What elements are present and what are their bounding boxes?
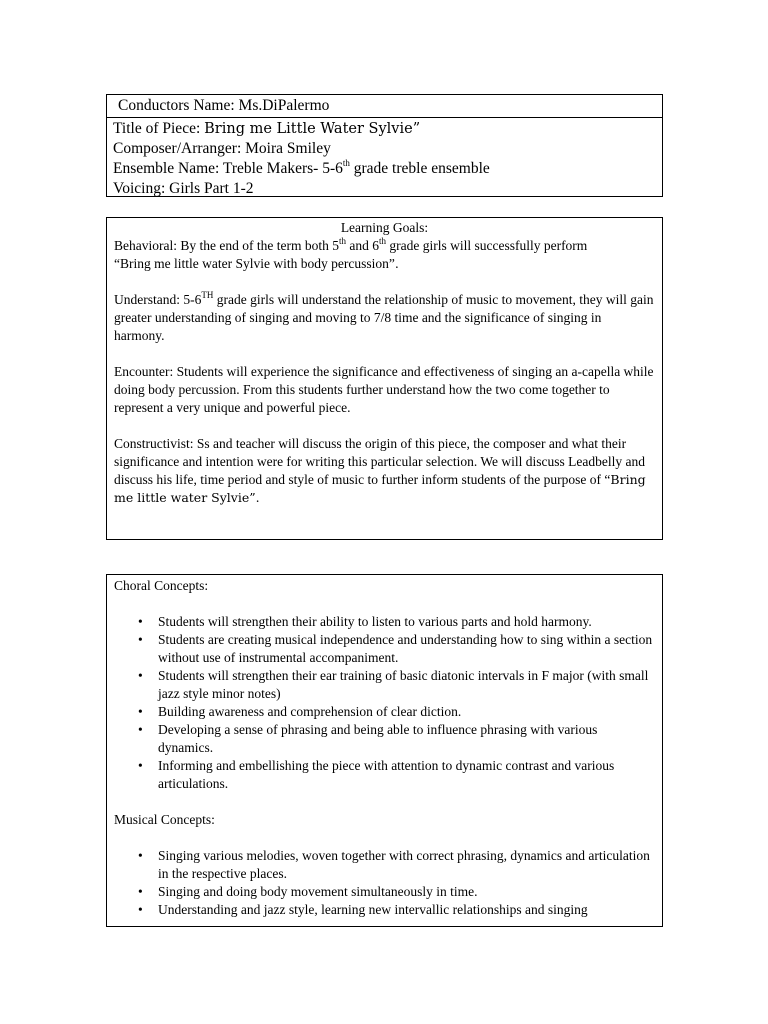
encounter-goal: Encounter: Students will experience the significance and effectiveness of singing an a-capella while doing body percussion. From this students further understand how the two come together to represent a very unique and powerful piece.: [114, 364, 654, 415]
behavioral-sup-2: th: [378, 235, 386, 246]
constructivist-text-2: Bring me little water Sylvie”: [114, 472, 646, 505]
behavioral-sup-1: th: [338, 235, 346, 246]
understand-text-1: Understand: 5-6: [114, 292, 202, 307]
list-item-text: Students are creating musical independence and understanding how to sing within a section without use of instrumental accompaniment.: [158, 632, 653, 665]
concepts-box: [106, 574, 663, 927]
constructivist-goal: [114, 435, 655, 507]
piece-title-label: Title of Piece:: [113, 120, 205, 137]
ensemble-line: [107, 159, 662, 179]
bullet-icon: •: [138, 758, 143, 773]
choral-concepts-label: Choral Concepts:: [114, 578, 209, 593]
understand-goal: [114, 291, 655, 345]
list-item-text: Building awareness and comprehension of clear diction.: [158, 704, 462, 719]
behavioral-text-3: grade girls will successfully perform: [385, 238, 588, 253]
constructivist-text-1: Constructivist: Ss and teacher will discuss the origin of this piece, the composer and what their significance and intention were for writing this particular selection. We will discuss Leadbelly and discuss his life, time period and style of music to further inform students of the purpose of “: [114, 436, 646, 487]
ensemble-suffix: grade treble ensemble: [349, 160, 490, 177]
composer-line: Composer/Arranger: Moira Smiley: [113, 140, 331, 157]
bullet-icon: •: [138, 848, 143, 863]
list-item-text: Informing and embellishing the piece with attention to dynamic contrast and various articulations.: [158, 758, 615, 791]
list-item: [114, 847, 655, 883]
ensemble-prefix: Ensemble Name: Treble Makers- 5-6: [113, 160, 343, 177]
bullet-icon: •: [138, 704, 143, 719]
bullet-icon: •: [138, 722, 143, 737]
voicing-line: Voicing: Girls Part 1-2: [113, 180, 254, 197]
list-item-text: Understanding and jazz style, learning new intervallic relationships and singing: [158, 902, 588, 917]
behavioral-text-4: “Bring me little water Sylvie with body percussion”: [114, 256, 395, 271]
piece-title: Bring me Little Water Sylvie”: [204, 121, 421, 137]
list-item-text: Students will strengthen their ability to listen to various parts and hold harmony.: [158, 614, 592, 629]
list-item-text: Developing a sense of phrasing and being able to influence phrasing with various dynamics.: [158, 722, 598, 755]
understand-text-2: grade girls will understand the relationship of music to movement, they will gain greater understanding of singing and moving to 7/8 time and the significance of singing in harmony.: [114, 292, 654, 343]
musical-concepts-label: Musical Concepts:: [114, 812, 215, 827]
behavioral-text-2: and 6: [345, 238, 379, 253]
understand-sup: TH: [201, 289, 214, 300]
list-item: [114, 631, 655, 667]
musical-concepts-list: [114, 847, 655, 919]
list-item-text: Students will strengthen their ear training of basic diatonic intervals in F major (with small jazz style minor notes): [158, 668, 649, 701]
list-item: [114, 757, 655, 793]
learning-goals-heading: Learning Goals:: [340, 220, 429, 235]
constructivist-text-3: .: [255, 490, 260, 505]
list-item: [114, 613, 655, 631]
lesson-header-box: [106, 94, 663, 197]
list-item: [114, 721, 655, 757]
learning-goals-box: [106, 217, 663, 540]
conductor-name: Conductors Name: Ms.DiPalermo: [107, 95, 662, 118]
behavioral-text-5: .: [394, 256, 399, 271]
piece-title-line: [107, 119, 662, 139]
list-item: [114, 667, 655, 703]
list-item: [114, 901, 655, 919]
list-item-text: Singing and doing body movement simultaneously in time.: [158, 884, 478, 899]
bullet-icon: •: [138, 884, 143, 899]
choral-concepts-list: [114, 613, 655, 793]
bullet-icon: •: [138, 902, 143, 917]
list-item: [114, 883, 655, 901]
bullet-icon: •: [138, 614, 143, 629]
ensemble-superscript: th: [342, 157, 350, 168]
bullet-icon: •: [138, 668, 143, 683]
bullet-icon: •: [138, 632, 143, 647]
behavioral-goal: [114, 237, 655, 273]
behavioral-text-1: Behavioral: By the end of the term both 5: [114, 238, 339, 253]
list-item-text: Singing various melodies, woven together with correct phrasing, dynamics and articulation in the respective places.: [158, 848, 650, 881]
list-item: [114, 703, 655, 721]
